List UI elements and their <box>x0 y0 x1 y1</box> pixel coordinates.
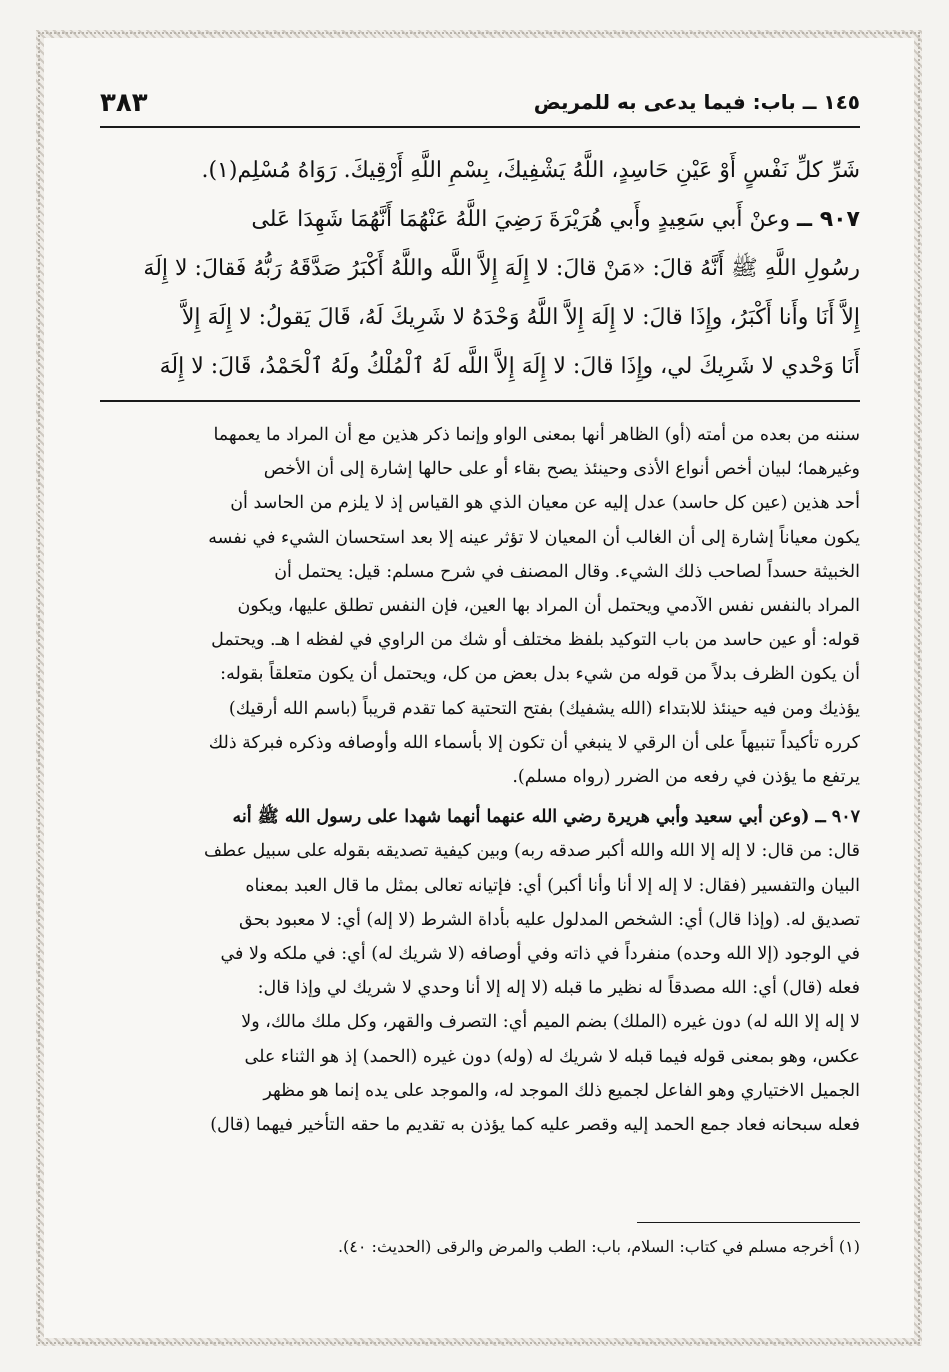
commentary-line: عكس، وهو بمعنى قوله فيما قبله لا شريك له (وله) دون غيره (الحمد) إذ هو الثناء على <box>244 1046 860 1067</box>
commentary-line: فعله سبحانه فعاد جمع الحمد إليه وقصر عليه كما يؤذن به تقديم ما حقه التأخير فيهما (قال) <box>210 1115 860 1136</box>
footnote: (١) أخرجه مسلم في كتاب: السلام، باب: الطب والمرض والرقى (الحديث: ٤٠). <box>337 1237 860 1256</box>
hadith-text <box>100 146 860 391</box>
commentary-line: الجميل الاختياري وهو الفاعل لجميع ذلك الموجد له، والموجد على يده إنما هو مظهر <box>263 1080 860 1101</box>
matn-line: رسُولِ اللَّهِ ﷺ أَنَّهُ قالَ: «مَنْ قالَ: لا إِلَهَ إِلاَّ اللَّه واللَّهُ أَكْبَرُ صَدَّقَهُ رَبُّهُ فَقالَ: لا إِلَهَ <box>143 256 860 281</box>
commentary-line: قوله: أو عين حاسد من باب التوكيد بلفظ مختلف أو شك من الراوي في لفظه ا هـ. ويحتمل <box>211 630 860 651</box>
commentary-line: وغيرهما؛ لبيان أخص أنواع الأذى وحينئذ يصح بقاء أو على حالها إشارة إلى أن الأخص <box>263 459 860 480</box>
hadith-number: ٩٠٧ ــ <box>797 207 860 232</box>
commentary-line: يكون معياناً إشارة إلى أن الغالب أن المعيان لا تؤثر عينه إلا بعد استحسان الشيء في نفسه <box>208 527 860 548</box>
commentary-line: تصديق له. (وإذا قال) أي: الشخص المدلول عليه بأداة الشرط (لا إله) أي: لا معبود بحق <box>239 909 860 930</box>
matn-line-text: وعنْ أَبي سَعِيدٍ وأَبي هُرَيْرَةَ رَضِيَ اللَّهُ عَنْهُمَا أَنَّهُمَا شَهِدَا عَلى <box>251 207 790 232</box>
commentary-line: فعله (قال) أي: الله مصدقاً له نظير ما قبله (لا إله إلا أنا وحدي لا شريك لي وإذا قال: <box>257 978 860 999</box>
commentary-line: في الوجود (إلا الله وحده) منفرداً في ذاته وفي أوصافه (لا شريك له) أي: في ملكه ولا في <box>220 944 860 965</box>
matn-line: إِلاَّ أَنَا وأَنا أَكْبَرُ، وإِذَا قالَ: لا إِلَهَ إِلاَّ اللَّهُ وَحْدَهُ لا شَرِيكَ لَهُ، قَالَ يَقولُ: لا إِلَهَ إِلاَّ <box>181 305 860 330</box>
commentary-line: الخبيثة حسداً لصاحب ذلك الشيء. وقال المصنف في شرح مسلم: قيل: يحتمل أن <box>274 561 860 582</box>
matn-line: شَرِّ كلِّ نَفْسٍ أَوْ عَيْنِ حَاسِدٍ، اللَّهُ يَشْفِيكَ، بِسْمِ اللَّهِ أَرْقِيكَ. رَوَاهُ مُسْلِم(١). <box>201 158 860 183</box>
running-header <box>100 86 860 128</box>
commentary-line: البيان والتفسير (فقال: لا إله إلا أنا وأنا أكبر) أي: فإتيانه تعالى بمثل ما قال العبد بمعناه <box>245 875 860 896</box>
page-number: ٣٨٣ <box>100 88 148 118</box>
commentary-line: أحد هذين (عين كل حاسد) عدل إليه عن معيان الذي هو القياس إذ لا يلزم من الحاسد أن <box>230 493 860 514</box>
commentary-line: لا إله إلا الله له) دون غيره (الملك) بضم الميم أي: التصرف والقهر، وكل ملك مالك، ولا <box>241 1012 860 1033</box>
commentary-line: المراد بالنفس نفس الآدمي ويحتمل أن المراد بها العين، فإن النفس تطلق عليها، ويكون <box>237 596 860 617</box>
commentary-line: قال: من قال: لا إله إلا الله والله أكبر صدقه ربه) وبين كيفية تصديقه بقوله على سبيل عطف <box>203 841 860 862</box>
commentary-line: يؤذيك ومن فيه حينئذ للابتداء (الله يشفيك) بفتح التحتية كما تقدم قريباً (باسم الله أرقيك) <box>228 698 860 719</box>
commentary-line: يرتفع ما يؤذن في رفعه من الضرر (رواه مسلم). <box>512 767 860 788</box>
commentary-line: ٩٠٧ ــ (وعن أبي سعيد وأبي هريرة رضي الله عنهما أنهما شهدا على رسول الله ﷺ أنه <box>232 807 860 828</box>
footnote-divider <box>637 1222 860 1223</box>
matn-line <box>100 195 860 244</box>
chapter-title: ١٤٥ ــ باب: فيما يدعى به للمريض <box>533 90 860 114</box>
commentary-text <box>100 418 860 1142</box>
commentary-line: أن يكون الظرف بدلاً من قوله من شيء بدل بعض من كل، ويحتمل أن يكون متعلقاً بقوله: <box>220 664 860 685</box>
matn-line: أَنَا وَحْدي لا شَرِيكَ لي، وإِذَا قالَ: لا إِلَهَ إِلاَّ اللَّه لَهُ ٱلْمُلْكُ ولَهُ ٱلْحَمْدُ، قَالَ: لا إِلَهَ <box>159 354 860 379</box>
commentary-line: سننه من بعده من أمته (أو) الظاهر أنها بمعنى الواو وإنما ذكر هذين مع أن المراد ما يعمهما <box>213 425 860 445</box>
commentary-line: كرره تأكيداً تنبيهاً على أن الرقي لا ينبغي أن تكون إلا بأسماء الله وأوصافه وذكره فبركة ذلك <box>208 732 860 753</box>
section-divider <box>100 400 860 402</box>
